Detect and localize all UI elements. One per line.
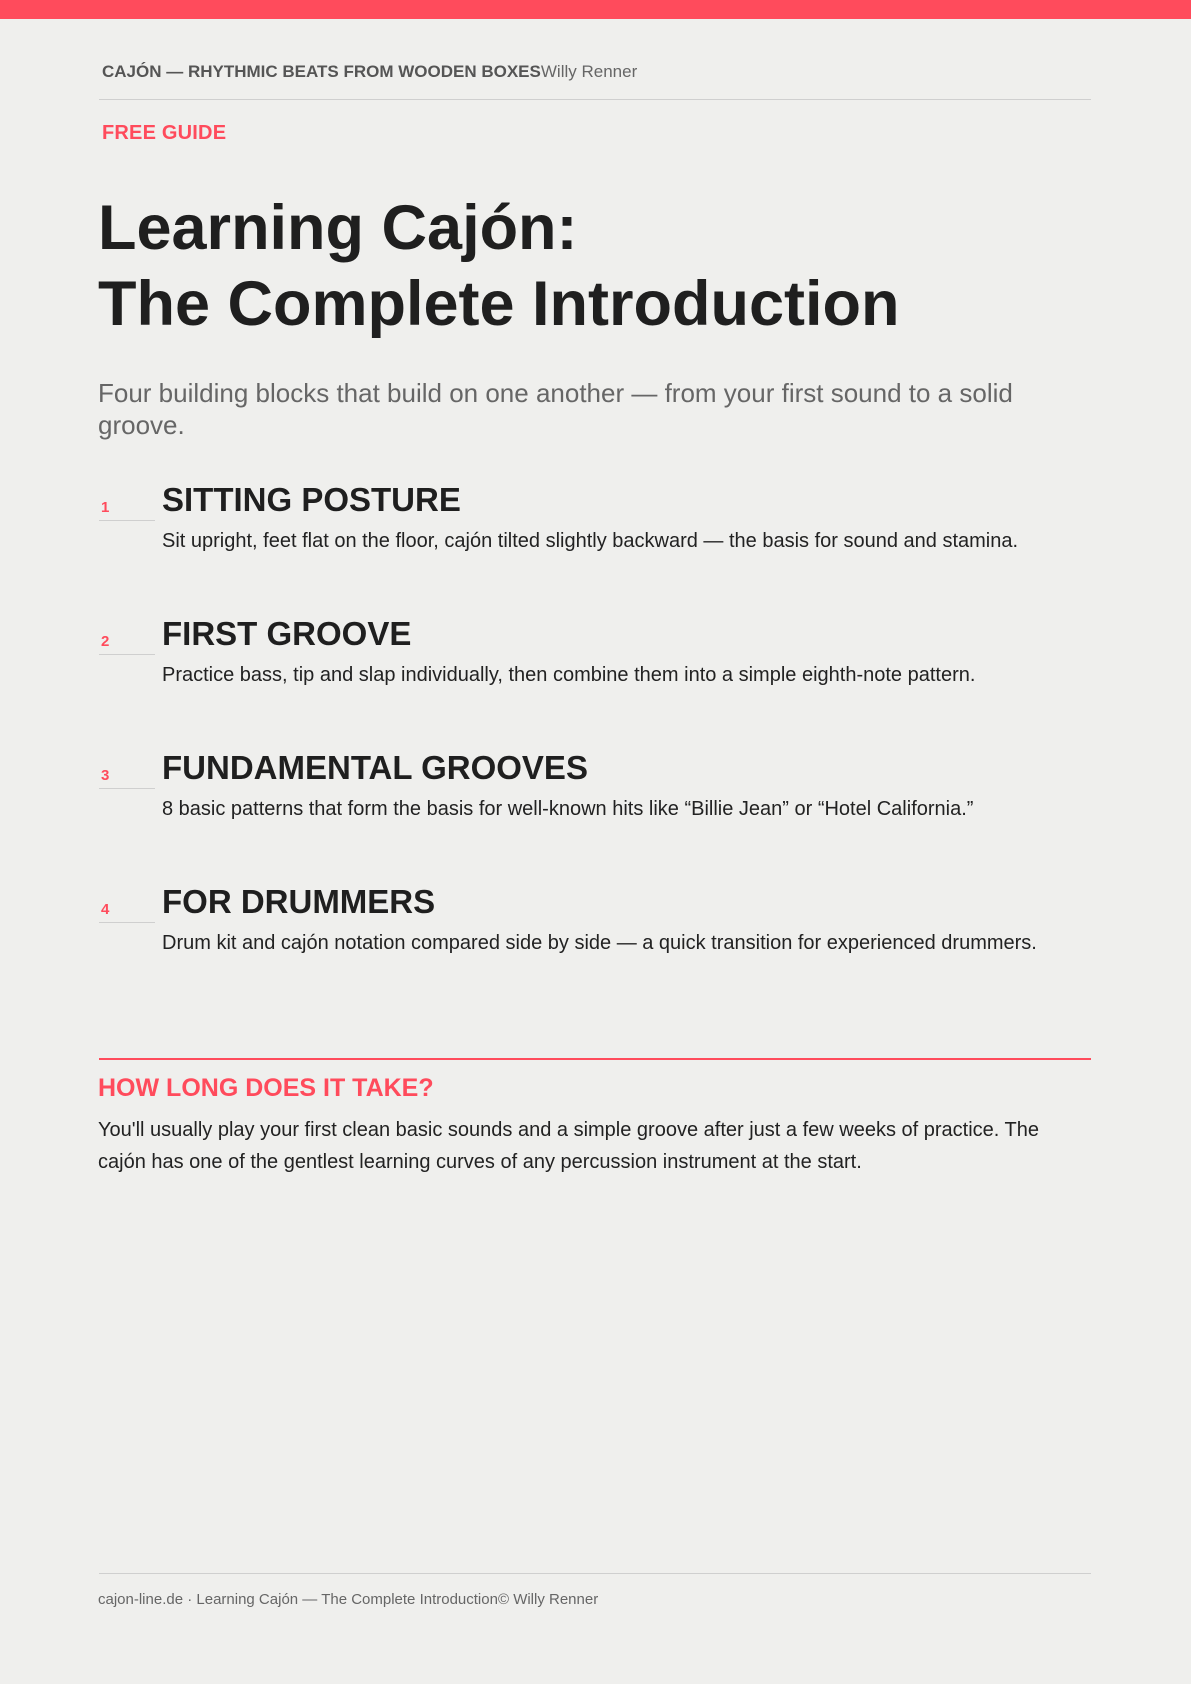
header-divider — [99, 99, 1091, 100]
step-heading: FOR DRUMMERS — [162, 883, 436, 920]
step-number: 1 — [101, 499, 110, 516]
step-description: 8 basic patterns that form the basis for well-known hits like “Billie Jean” or “Hotel California.” — [162, 798, 974, 820]
page-footer — [98, 1591, 598, 1608]
step-number-divider — [99, 654, 155, 655]
footer-site-info: cajon-line.de · Learning Cajón — The Complete Introduction — [98, 1591, 498, 1608]
step-description: Drum kit and cajón notation compared side by side — a quick transition for experienced drummers. — [162, 932, 1037, 954]
step-number-divider — [99, 788, 155, 789]
footer-copyright: © Willy Renner — [497, 1591, 599, 1608]
step-description: Practice bass, tip and slap individually, then combine them into a simple eighth-note pattern. — [162, 664, 976, 686]
step-number-divider — [99, 520, 155, 521]
title-line-2: The Complete Introduction — [98, 269, 900, 339]
step-number-divider — [99, 922, 155, 923]
step-heading: FUNDAMENTAL GROOVES — [162, 749, 588, 786]
callout-title: HOW LONG DOES IT TAKE? — [98, 1074, 434, 1102]
title-line-1: Learning Cajón: — [98, 193, 578, 263]
header-author: Willy Renner — [540, 62, 638, 81]
callout-divider — [99, 1058, 1091, 1060]
step-number: 3 — [101, 767, 110, 784]
guide-label: FREE GUIDE — [102, 122, 227, 144]
page-title — [98, 190, 899, 342]
series-title: CAJÓN — RHYTHMIC BEATS FROM WOODEN BOXES — [102, 62, 541, 81]
step-number: 4 — [101, 901, 110, 918]
callout-body: You'll usually play your first clean basic sounds and a simple groove after just a few weeks of practice. The cajón has one of the gentlest learning curves of any percussion instrument at the start. — [98, 1119, 1039, 1173]
step-number: 2 — [101, 633, 110, 650]
footer-divider — [99, 1573, 1091, 1574]
accent-top-bar — [0, 0, 1191, 19]
page-header — [102, 62, 1090, 82]
page-subtitle: Four building blocks that build on one another — from your first sound to a solid groove. — [98, 378, 1013, 440]
step-heading: SITTING POSTURE — [162, 481, 461, 518]
step-description: Sit upright, feet flat on the floor, cajón tilted slightly backward — the basis for sound and stamina. — [162, 530, 1019, 552]
step-heading: FIRST GROOVE — [162, 615, 412, 652]
